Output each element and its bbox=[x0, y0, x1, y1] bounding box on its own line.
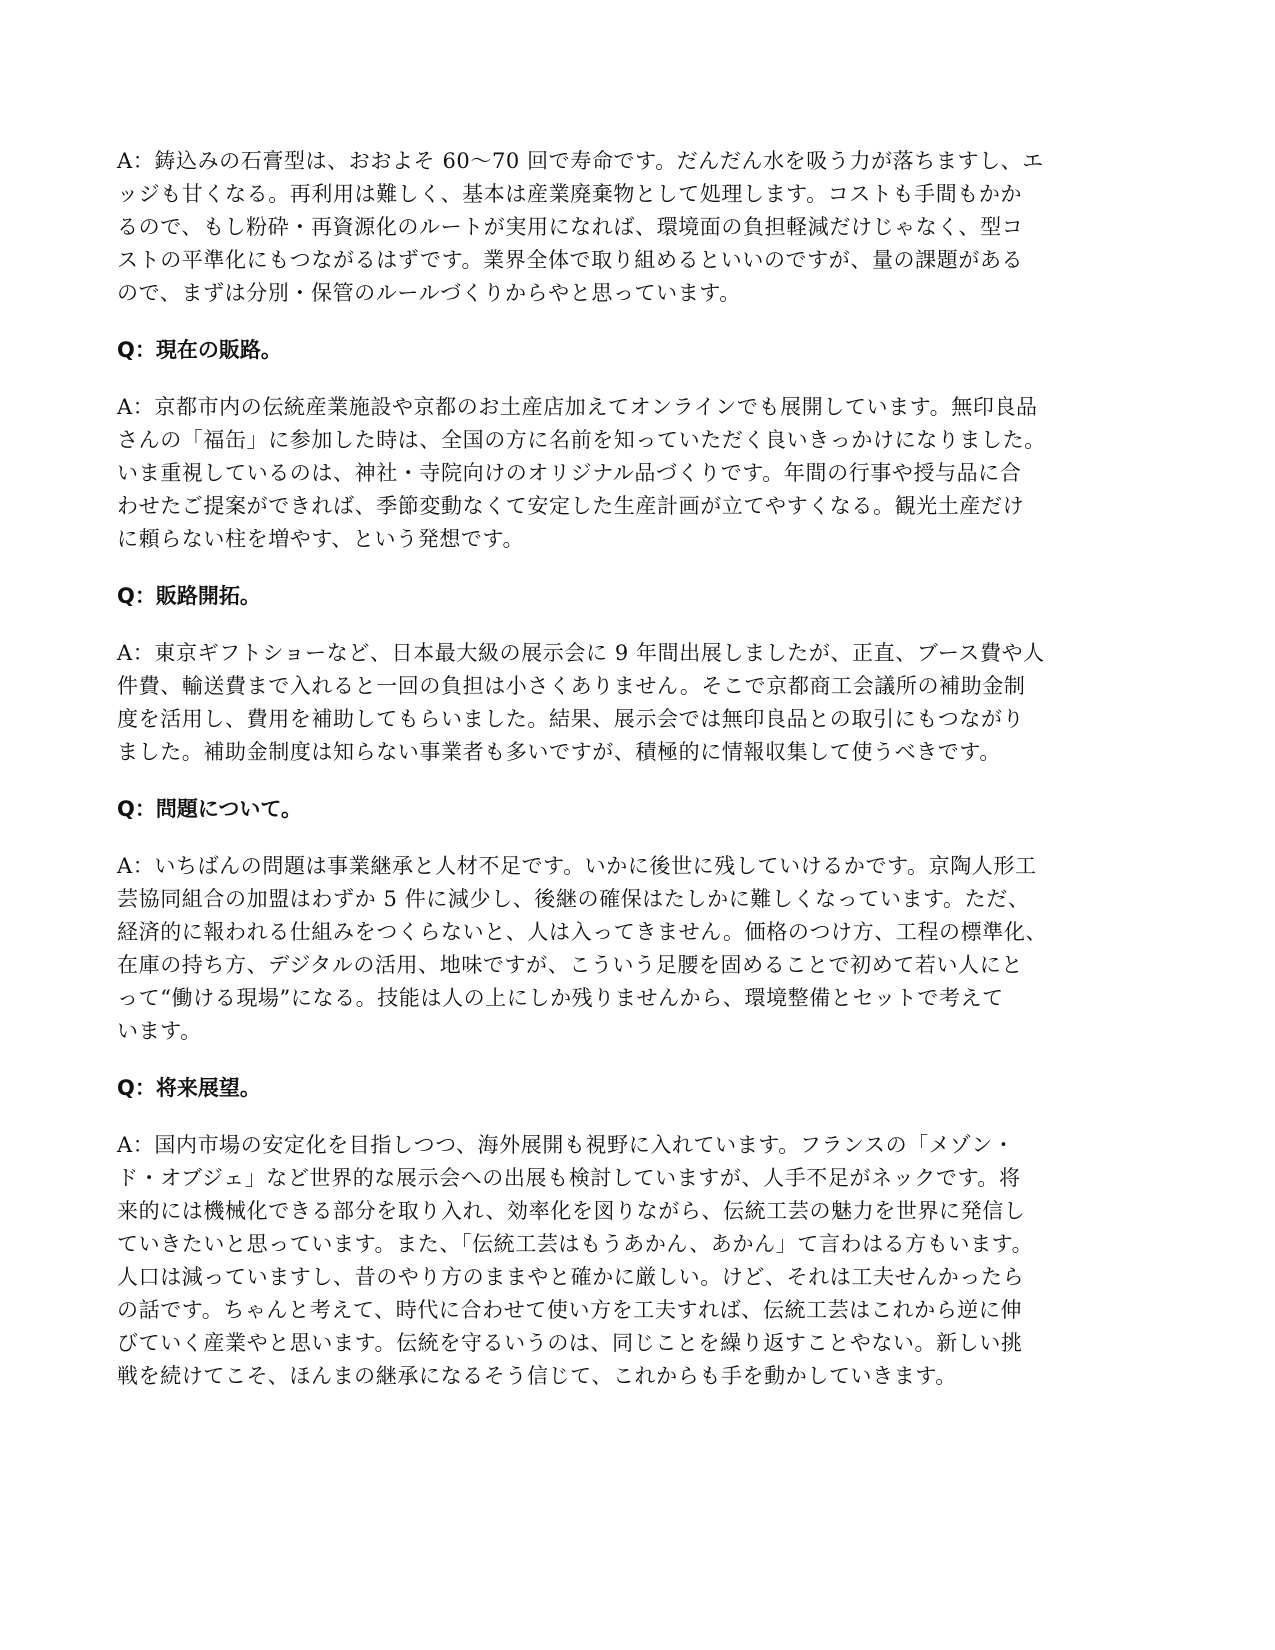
answer-line: るので、もし粉砕・再資源化のルートが実用になれば、環境面の負担軽減だけじゃなく、型コ bbox=[117, 215, 1024, 239]
answer-paragraph bbox=[117, 637, 1177, 769]
interview-content bbox=[117, 145, 1177, 1417]
qa-block-problems bbox=[117, 793, 1177, 1048]
question-heading: Q：問題について。 bbox=[117, 797, 303, 821]
answer-line: 経済的に報われる仕組みをつくらないと、人は入ってきません。価格のつけ方、工程の標準化、 bbox=[117, 920, 1048, 944]
answer-line: A：京都市内の伝統産業施設や京都のお土産店加えてオンラインでも展開しています。無印良品 bbox=[117, 395, 1038, 419]
qa-block-sales-channels bbox=[117, 334, 1177, 556]
answer-line: に頼らない柱を増やす、という発想です。 bbox=[117, 527, 525, 551]
answer-line: わせたご提案ができれば、季節変動なくて安定した生産計画が立てやすくなる。観光土産だけ bbox=[117, 494, 1025, 518]
qa-block-market-development bbox=[117, 580, 1177, 769]
answer-line: A：鋳込みの石膏型は、おおよそ 60〜70 回で寿命です。だんだん水を吸う力が落ちますし、エ bbox=[117, 149, 1044, 173]
answer-line: さんの「福缶」に参加した時は、全国の方に名前を知っていただく良いきっかけになりました。 bbox=[117, 428, 1046, 452]
answer-line: A：東京ギフトショーなど、日本最大級の展示会に 9 年間出展しましたが、正直、ブース費や人 bbox=[117, 641, 1045, 665]
answer-line: びていく産業やと思います。伝統を守るいうのは、同じことを繰り返すことやない。新しい挑 bbox=[117, 1331, 1023, 1355]
answer-line: A：いちばんの問題は事業継承と人材不足です。いかに後世に残していけるかです。京陶人形工 bbox=[117, 854, 1037, 878]
qa-block-mold-lifespan bbox=[117, 145, 1177, 310]
answer-paragraph bbox=[117, 850, 1177, 1048]
question-heading: Q：販路開拓。 bbox=[117, 584, 261, 608]
answer-line: の話です。ちゃんと考えて、時代に合わせて使い方を工夫すれば、伝統工芸はこれから逆に伸 bbox=[117, 1298, 1023, 1322]
qa-block-future-outlook bbox=[117, 1072, 1177, 1393]
answer-line: 戦を続けてこそ、ほんまの継承になるそう信じて、これからも手を動かしていきます。 bbox=[117, 1364, 957, 1388]
answer-line: ました。補助金制度は知らない事業者も多いですが、積極的に情報収集して使うべきです。 bbox=[117, 740, 1001, 764]
answer-paragraph bbox=[117, 1129, 1177, 1393]
answer-line: 件費、輸送費まで入れると一回の負担は小さくありません。そこで京都商工会議所の補助金制 bbox=[117, 674, 1026, 698]
answer-line: ッジも甘くなる。再利用は難しく、基本は産業廃棄物として処理します。コストも手間もかか bbox=[117, 182, 1023, 206]
answer-line: ド・オブジェ」など世界的な展示会への出展も検討していますが、人手不足がネックです。将 bbox=[117, 1166, 1021, 1190]
answer-line: ストの平準化にもつながるはずです。業界全体で取り組めるといいのですが、量の課題がある bbox=[117, 248, 1024, 272]
answer-line: 芸協同組合の加盟はわずか 5 件に減少し、後継の確保はたしかに難しくなっています。ただ、 bbox=[117, 887, 1030, 911]
answer-paragraph bbox=[117, 145, 1177, 310]
question-heading: Q：現在の販路。 bbox=[117, 338, 282, 362]
answer-line: 度を活用し、費用を補助してもらいました。結果、展示会では無印良品との取引にもつながり bbox=[117, 707, 1025, 731]
answer-line: って“働ける現場”になる。技能は人の上にしか残りませんから、環境整備とセットで考えて bbox=[117, 986, 1004, 1010]
answer-line: います。 bbox=[117, 1019, 202, 1043]
answer-line: 人口は減っていますし、昔のやり方のままやと確かに厳しい。けど、それは工夫せんかったら bbox=[117, 1265, 1025, 1289]
answer-paragraph bbox=[117, 391, 1177, 556]
answer-line: ていきたいと思っています。また、「伝統工芸はもうあかん、あかん」て言わはる方もいます。 bbox=[117, 1232, 1034, 1256]
question-heading: Q：将来展望。 bbox=[117, 1076, 261, 1100]
answer-line: ので、まずは分別・保管のルールづくりからやと思っています。 bbox=[117, 281, 741, 305]
answer-line: 在庫の持ち方、デジタルの活用、地味ですが、こういう足腰を固めることで初めて若い人にと bbox=[117, 953, 1023, 977]
answer-line: いま重視しているのは、神社・寺院向けのオリジナル品づくりです。年間の行事や授与品に合 bbox=[117, 461, 1022, 485]
answer-line: 来的には機械化できる部分を取り入れ、効率化を図りながら、伝統工芸の魅力を世界に発信し bbox=[117, 1199, 1026, 1223]
answer-line: A：国内市場の安定化を目指しつつ、海外展開も視野に入れています。フランスの「メゾン・ bbox=[117, 1133, 1015, 1157]
